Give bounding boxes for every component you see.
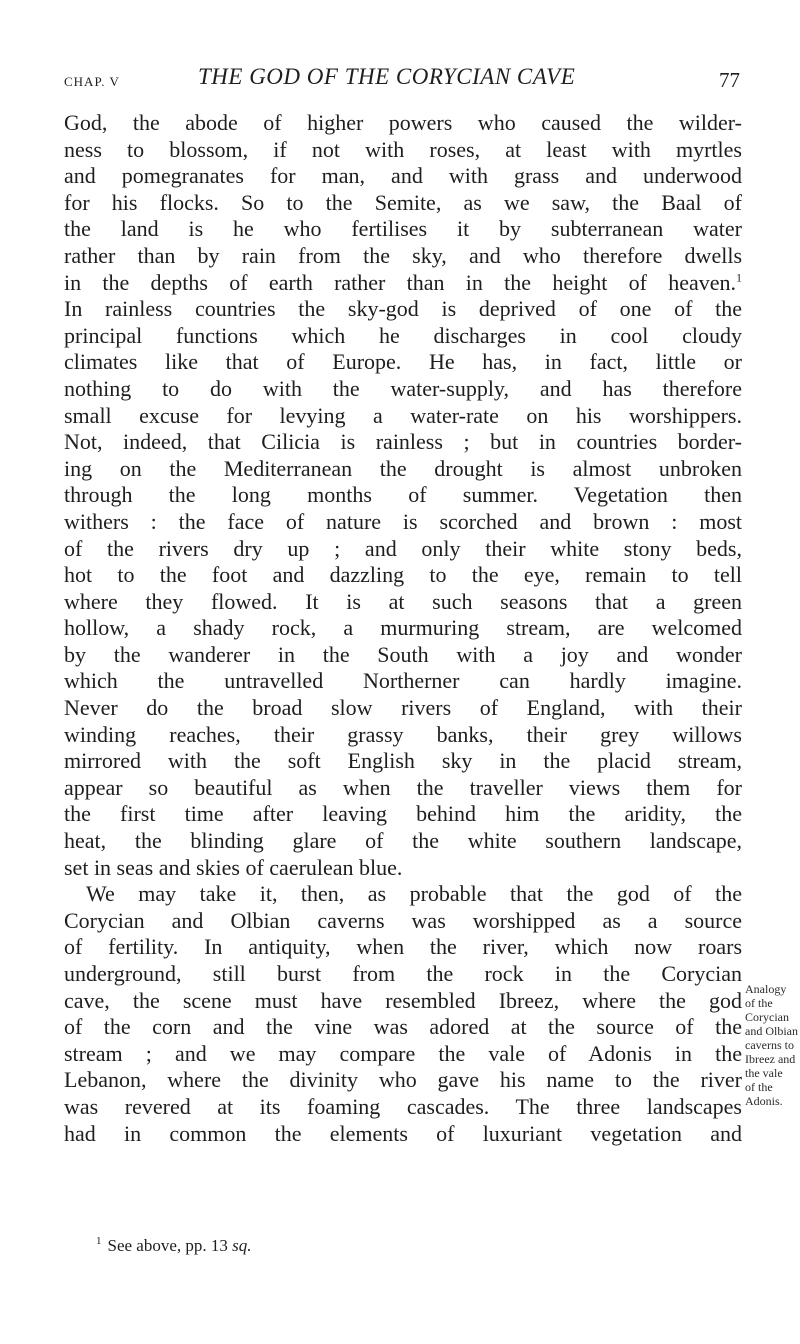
text-line: Lebanon, where the divinity who gave his name to the river bbox=[64, 1067, 742, 1093]
footnote-reference: 1 bbox=[736, 270, 742, 285]
footnote-italic: sq. bbox=[232, 1236, 252, 1255]
text-line: hot to the foot and dazzling to the eye, remain to tell bbox=[64, 562, 742, 588]
marginal-note-line: the vale bbox=[745, 1066, 783, 1080]
text-line: by the wanderer in the South with a joy and wonder bbox=[64, 641, 742, 667]
text-line: ing on the Mediterranean the drought is almost unbroken bbox=[64, 455, 742, 481]
text-line: In rainless countries the sky-god is deprived of one of the bbox=[64, 296, 742, 322]
marginal-note-line: Corycian bbox=[745, 1010, 789, 1024]
text-line: heat, the blinding glare of the white southern landscape, bbox=[64, 828, 742, 854]
text-line: We may take it, then, as probable that the god of the bbox=[86, 881, 742, 907]
marginal-note-line: of the bbox=[745, 1080, 773, 1094]
text-line: Corycian and Olbian caverns was worshipped as a source bbox=[64, 907, 742, 933]
body-text bbox=[64, 110, 742, 1147]
running-head bbox=[64, 64, 740, 94]
text-line: hollow, a shady rock, a murmuring stream, are welcomed bbox=[64, 615, 742, 641]
footnote-text: See above, pp. 13 bbox=[107, 1236, 228, 1255]
page-number: 77 bbox=[719, 68, 740, 92]
text-line: the land is he who fertilises it by subterranean water bbox=[64, 216, 742, 242]
text-line: stream ; and we may compare the vale of Adonis in the bbox=[64, 1040, 742, 1066]
text-line: principal functions which he discharges in cool cloudy bbox=[64, 322, 742, 348]
chapter-label: CHAP. V bbox=[64, 74, 120, 89]
text-line: appear so beautiful as when the traveller views them for bbox=[64, 774, 742, 800]
text-line: which the untravelled Northerner can hardly imagine. bbox=[64, 668, 742, 694]
text-line: climates like that of Europe. He has, in fact, little or bbox=[64, 349, 742, 375]
text-line: nothing to do with the water-supply, and has therefore bbox=[64, 375, 742, 401]
text-line-with-footnote bbox=[64, 270, 742, 297]
text-line: was revered at its foaming cascades. The three landscapes bbox=[64, 1093, 742, 1119]
text-line: ness to blossom, if not with roses, at least with myrtles bbox=[64, 136, 742, 162]
marginal-note bbox=[745, 982, 800, 1108]
text-line: God, the abode of higher powers who caused the wilder- bbox=[64, 110, 742, 135]
text-line: set in seas and skies of caerulean blue. bbox=[64, 854, 403, 880]
text-line: the first time after leaving behind him the aridity, the bbox=[64, 801, 742, 827]
text-line: had in common the elements of luxuriant vegetation and bbox=[64, 1120, 742, 1146]
text-line: withers : the face of nature is scorched and brown : most bbox=[64, 508, 742, 534]
text-line: rather than by rain from the sky, and who therefore dwells bbox=[64, 242, 742, 268]
text-line: for his flocks. So to the Semite, as we saw, the Baal of bbox=[64, 189, 742, 215]
running-title: THE GOD OF THE CORYCIAN CAVE bbox=[198, 64, 576, 89]
marginal-note-line: Ibreez and bbox=[745, 1052, 796, 1066]
marginal-note-line: and Olbian bbox=[745, 1024, 798, 1038]
text-line: and pomegranates for man, and with grass and underwood bbox=[64, 163, 742, 189]
text-line: of the rivers dry up ; and only their white stony beds, bbox=[64, 535, 742, 561]
text-line: mirrored with the soft English sky in the placid stream, bbox=[64, 748, 742, 774]
text-line: through the long months of summer. Vegetation then bbox=[64, 482, 742, 508]
text-line: of fertility. In antiquity, when the river, which now roars bbox=[64, 934, 742, 960]
text-line: small excuse for levying a water-rate on his worshippers. bbox=[64, 402, 742, 428]
text-line: Not, indeed, that Cilicia is rainless ; but in countries border- bbox=[64, 429, 742, 455]
text-line: cave, the scene must have resembled Ibreez, where the god bbox=[64, 987, 742, 1013]
text-line: in the depths of earth rather than in the height of heaven. bbox=[64, 269, 736, 295]
text-line: winding reaches, their grassy banks, their grey willows bbox=[64, 721, 742, 747]
text-line: of the corn and the vine was adored at the source of the bbox=[64, 1014, 742, 1040]
marginal-note-line: of the bbox=[745, 996, 773, 1010]
footnote-number: 1 bbox=[96, 1235, 102, 1248]
footnote bbox=[96, 1236, 252, 1256]
marginal-note-line: Analogy bbox=[745, 982, 787, 996]
text-line: underground, still burst from the rock in the Corycian bbox=[64, 961, 742, 986]
marginal-note-line: caverns to bbox=[745, 1038, 794, 1052]
marginal-note-line: Adonis. bbox=[745, 1094, 783, 1108]
text-line: Never do the broad slow rivers of England, with their bbox=[64, 695, 742, 721]
text-line: where they flowed. It is at such seasons that a green bbox=[64, 588, 742, 614]
